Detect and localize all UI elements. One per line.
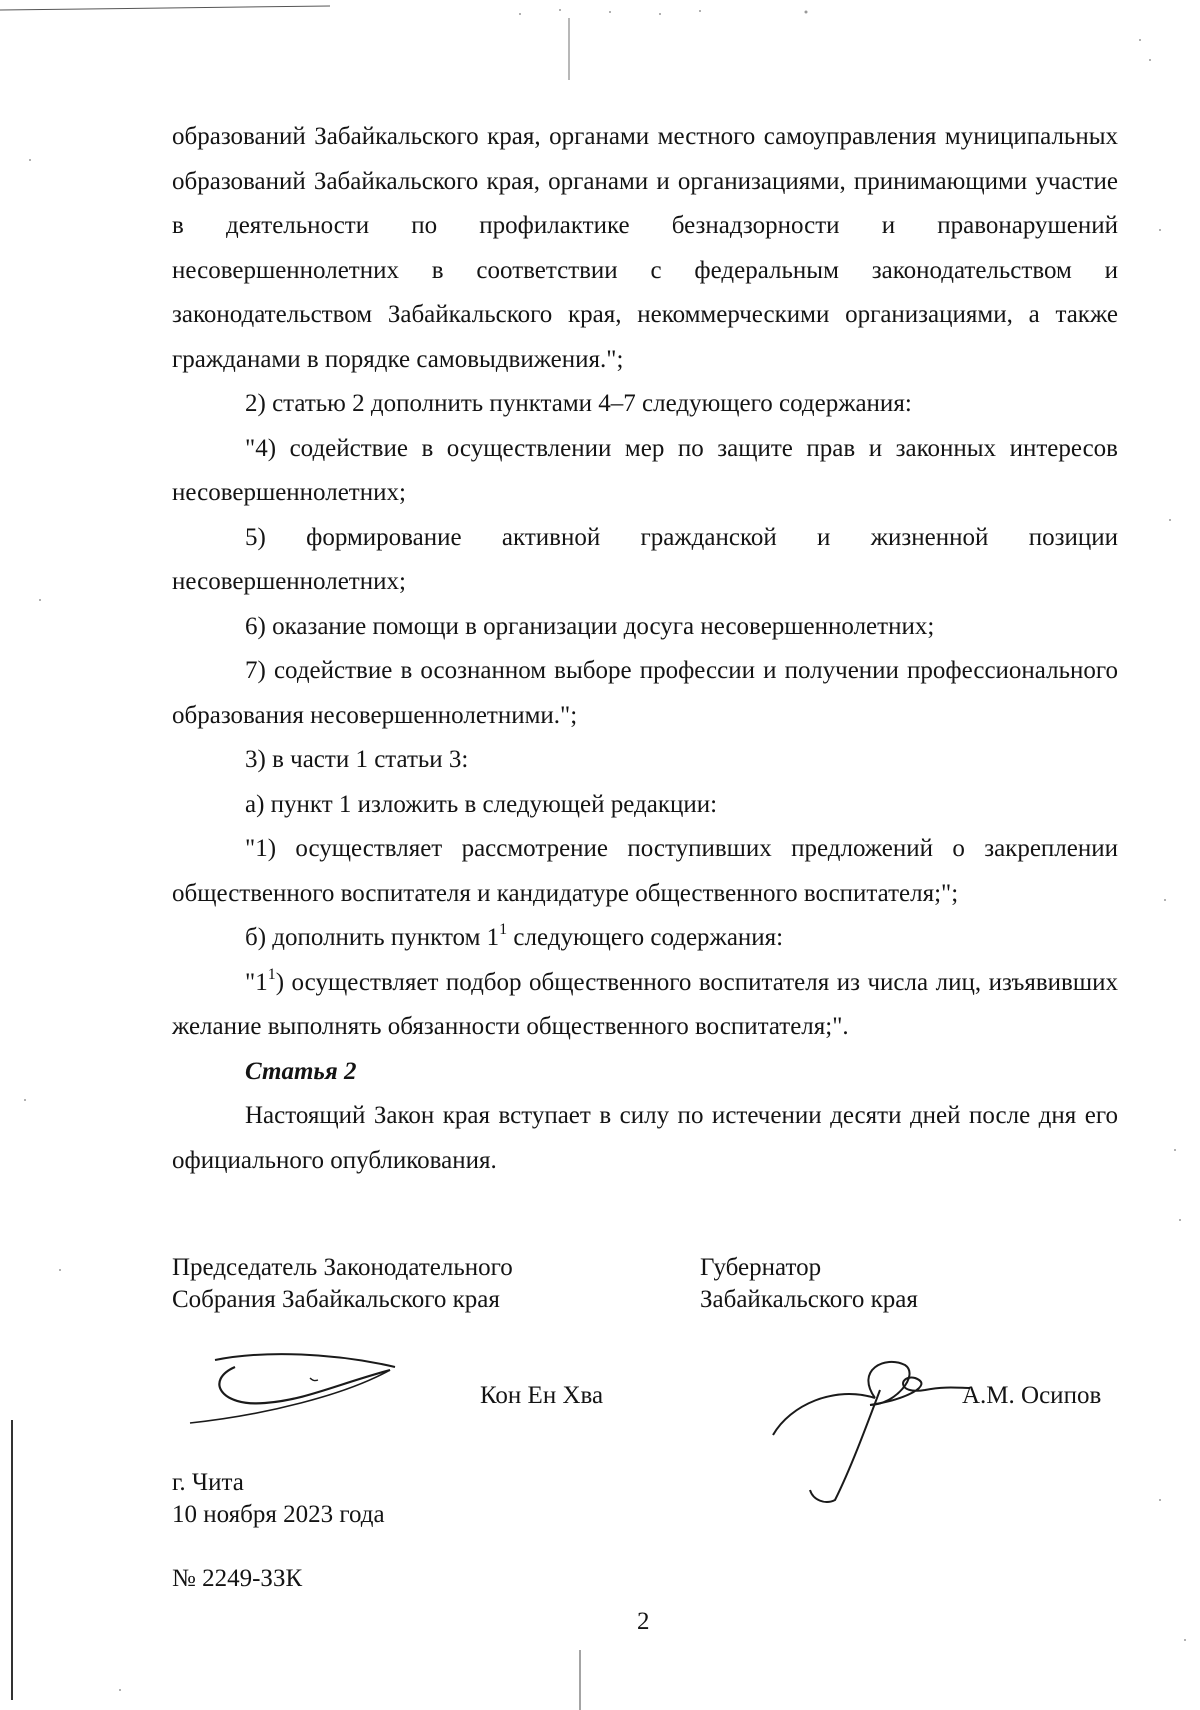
signatory-left-title-line2: Собрания Забайкальского края [172, 1286, 500, 1313]
clause-4: "4) содействие в осуществлении мер по защите прав и законных интересов несовершеннолетних; [172, 434, 1118, 506]
signatory-left-title-line1: Председатель Законодательного [172, 1254, 513, 1281]
page-number: 2 [637, 1608, 650, 1635]
sub-item-b [172, 916, 1118, 961]
clause-1-1-text: ) осуществляет подбор общественного воспитателя из числа лиц, изъявивших желание выполнять обязанности общественного воспитателя;". [172, 968, 1118, 1040]
place: г. Чита [172, 1469, 244, 1496]
clause-1-1 [172, 961, 1118, 1050]
signature-left [185, 1345, 405, 1425]
signatory-left-title [172, 1252, 513, 1316]
clause-1: "1) осуществляет рассмотрение поступивших предложений о закреплении общественного воспитателя и кандидатуре общественного воспитателя;"; [172, 835, 1118, 907]
clause-7: 7) содействие в осознанном выборе профессии и получении профессионального образования несовершеннолетними."; [172, 657, 1118, 729]
signatory-right-title [700, 1252, 918, 1316]
signatory-right-title-line2: Забайкальского края [700, 1286, 918, 1313]
signatory-right-title-line1: Губернатор [700, 1254, 822, 1281]
sub-item-b-text: б) дополнить пунктом 1 [245, 924, 500, 951]
paragraph-continuation: образований Забайкальского края, органами местного самоуправления муниципальных образований Забайкальского края, органами и организациями, принимающими участие в деятельности по профилактике безнадзорности и правонарушений несовершеннолетних в соответствии с федеральным законодательством и законодательством Забайкальского края, некоммерческими организациями, а также гражданами в порядке самовыдвижения."; [172, 123, 1118, 373]
clause-5: 5) формирование активной гражданской и жизненной позиции несовершеннолетних; [172, 523, 1118, 595]
clause-6: 6) оказание помощи в организации досуга несовершеннолетних; [245, 612, 935, 640]
clause-1-1-start: "1 [245, 968, 268, 996]
sub-item-a: а) пункт 1 изложить в следующей редакции: [245, 790, 718, 818]
article-2-text: Настоящий Закон края вступает в силу по истечении десяти дней после дня его официального опубликования. [172, 1102, 1118, 1174]
document-body [172, 115, 1118, 1183]
law-number: № 2249-ЗЗК [172, 1565, 303, 1592]
article-2-heading: Статья 2 [245, 1057, 357, 1085]
superscript: 1 [267, 965, 276, 983]
date: 10 ноября 2023 года [172, 1501, 385, 1528]
signatory-left-name: Кон Ен Хва [480, 1382, 604, 1409]
superscript: 1 [499, 921, 508, 938]
sub-item-b-text-end: следующего содержания: [507, 924, 784, 951]
place-and-date [172, 1467, 385, 1531]
amendment-item-2: 2) статью 2 дополнить пунктами 4–7 следующего содержания: [245, 390, 912, 417]
amendment-item-3: 3) в части 1 статьи 3: [245, 746, 469, 773]
signatory-right-name: А.М. Осипов [962, 1382, 1102, 1409]
signature-right [765, 1350, 975, 1510]
